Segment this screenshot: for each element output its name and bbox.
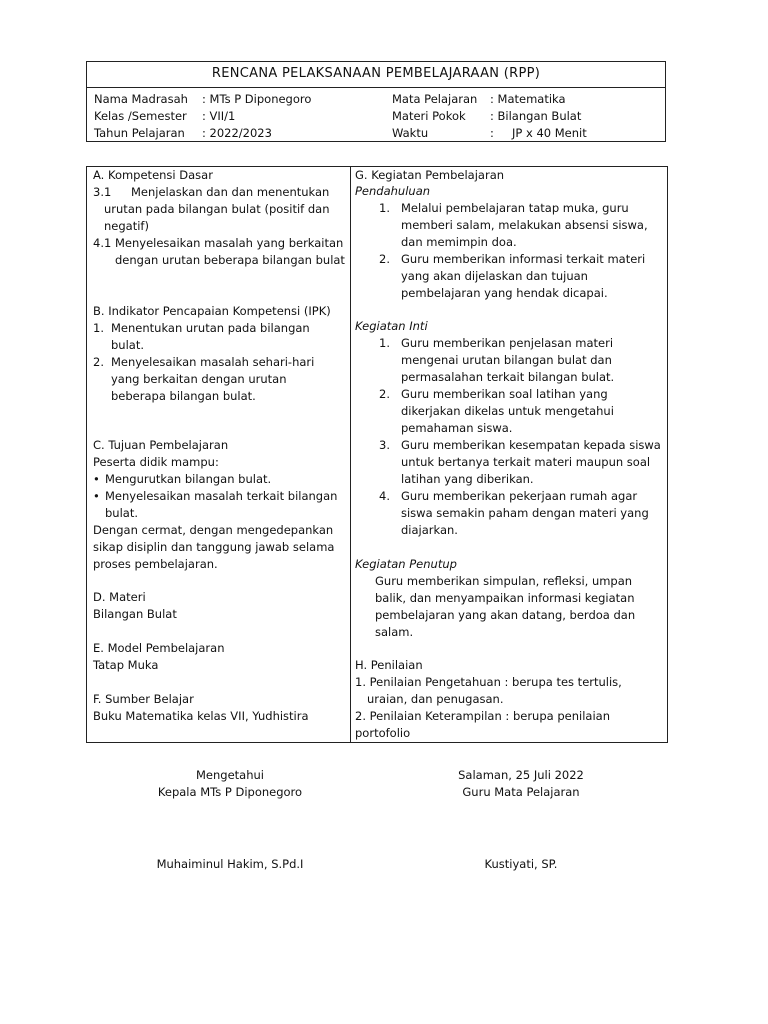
header-box — [86, 61, 666, 142]
sig-left-line1: Mengetahui — [196, 768, 264, 782]
kd-4-1-line2: dengan urutan beberapa bilangan bulat — [115, 253, 345, 267]
section-f-title: F. Sumber Belajar — [93, 692, 194, 706]
ipk-1-line2: bulat. — [111, 338, 144, 352]
column-divider — [350, 167, 351, 742]
section-e-title: E. Model Pembelajaran — [93, 641, 225, 655]
value-waktu-colon: : — [490, 126, 494, 140]
document-title: RENCANA PELAKSANAAN PEMBELAJARAAN (RPP) — [211, 66, 541, 81]
tujuan-intro: Peserta didik mampu: — [93, 455, 219, 469]
kd-3-1-line3: negatif) — [104, 219, 149, 233]
penilaian-2-line2: portofolio — [355, 726, 411, 740]
tujuan-para-line1: Dengan cermat, dengan mengedepankan — [93, 523, 334, 537]
pend-1-line3: dan memimpin doa. — [401, 235, 517, 249]
inti-2-number: 2. — [379, 387, 390, 401]
inti-3-line3: latihan yang diberikan. — [401, 472, 534, 486]
value-materi-pokok: : Bilangan Bulat — [490, 109, 582, 123]
ipk-2-line3: beberapa bilangan bulat. — [111, 389, 256, 403]
kd-3-1-line1: Menjelaskan dan dan menentukan — [131, 185, 330, 199]
sig-right-line2: Guru Mata Pelajaran — [462, 785, 580, 799]
value-kelas-semester: : VII/1 — [202, 109, 236, 123]
ipk-1-number: 1. — [93, 321, 104, 335]
penutup-line2: balik, dan menyampaikan informasi kegiatan — [375, 591, 635, 605]
section-a-title: A. Kompetensi Dasar — [93, 168, 213, 182]
pend-1-line1: Melalui pembelajaran tatap muka, guru — [401, 201, 629, 215]
label-nama-madrasah: Nama Madrasah — [94, 92, 188, 106]
inti-4-line3: diajarkan. — [401, 523, 458, 537]
penutup-line3: pembelajaran yang akan datang, berdoa dan — [375, 608, 636, 622]
pend-1-number: 1. — [379, 201, 390, 215]
section-h-title: H. Penilaian — [355, 658, 423, 672]
inti-1-line2: mengenai urutan bilangan bulat dan — [401, 353, 612, 367]
section-c-title: C. Tujuan Pembelajaran — [93, 438, 229, 452]
penilaian-2-line1: 2. Penilaian Keterampilan : berupa penilaian — [355, 709, 610, 723]
label-waktu: Waktu — [392, 126, 429, 140]
inti-4-line2: siswa semakin paham dengan materi yang — [401, 506, 649, 520]
model-text: Tatap Muka — [93, 658, 159, 672]
inti-2-line3: pemahaman siswa. — [401, 421, 513, 435]
sig-left-name: Muhaiminul Hakim, S.Pd.I — [156, 857, 304, 871]
inti-heading: Kegiatan Inti — [355, 319, 428, 333]
label-materi-pokok: Materi Pokok — [392, 109, 466, 123]
bullet-icon: • — [93, 472, 100, 486]
ipk-2-number: 2. — [93, 355, 104, 369]
section-b-title: B. Indikator Pencapaian Kompetensi (IPK) — [93, 304, 331, 318]
kd-3-1-number: 3.1 — [93, 185, 112, 199]
section-d-title: D. Materi — [93, 590, 146, 604]
header-divider — [87, 87, 665, 88]
bullet-icon: • — [93, 489, 100, 503]
inti-3-line2: untuk bertanya terkait materi maupun soal — [401, 455, 651, 469]
tujuan-bullet-2-line2: bulat. — [105, 506, 138, 520]
value-tahun-pelajaran: : 2022/2023 — [202, 126, 272, 140]
sig-right-line1: Salaman, 25 Juli 2022 — [458, 768, 584, 782]
ipk-1-line1: Menentukan urutan pada bilangan — [111, 321, 310, 335]
tujuan-para-line3: proses pembelajaran. — [93, 557, 218, 571]
inti-1-number: 1. — [379, 336, 390, 350]
tujuan-para-line2: sikap disiplin dan tanggung jawab selama — [93, 540, 335, 554]
content-table — [86, 166, 668, 743]
value-mata-pelajaran: : Matematika — [490, 92, 566, 106]
pend-2-line3: pembelajaran yang hendak dicapai. — [401, 286, 608, 300]
inti-4-line1: Guru memberikan pekerjaan rumah agar — [401, 489, 638, 503]
inti-4-number: 4. — [379, 489, 390, 503]
penilaian-1-line2: uraian, dan penugasan. — [367, 692, 504, 706]
ipk-2-line1: Menyelesaikan masalah sehari-hari — [111, 355, 315, 369]
value-nama-madrasah: : MTs P Diponegoro — [202, 92, 312, 106]
pend-2-line2: yang akan dijelaskan dan tujuan — [401, 269, 588, 283]
label-tahun-pelajaran: Tahun Pelajaran — [94, 126, 185, 140]
inti-1-line1: Guru memberikan penjelasan materi — [401, 336, 614, 350]
penutup-line1: Guru memberikan simpulan, refleksi, umpan — [375, 574, 633, 588]
label-mata-pelajaran: Mata Pelajaran — [392, 92, 478, 106]
tujuan-bullet-1: Mengurutkan bilangan bulat. — [105, 472, 272, 486]
signature-right — [421, 767, 621, 801]
inti-2-line2: dikerjakan dikelas untuk mengetahui — [401, 404, 614, 418]
value-waktu: JP x 40 Menit — [512, 126, 587, 140]
penutup-line4: salam. — [375, 625, 414, 639]
sig-right-name: Kustiyati, SP. — [484, 857, 558, 871]
section-g-title: G. Kegiatan Pembelajaran — [355, 168, 505, 182]
inti-3-line1: Guru memberikan kesempatan kepada siswa — [401, 438, 661, 452]
materi-text: Bilangan Bulat — [93, 607, 177, 621]
inti-3-number: 3. — [379, 438, 390, 452]
inti-1-line3: permasalahan terkait bilangan bulat. — [401, 370, 615, 384]
pendahuluan-heading: Pendahuluan — [355, 184, 431, 198]
kd-4-1-number: 4.1 — [93, 236, 112, 250]
sumber-text: Buku Matematika kelas VII, Yudhistira — [93, 709, 309, 723]
penilaian-1-line1: 1. Penilaian Pengetahuan : berupa tes tertulis, — [355, 675, 622, 689]
inti-2-line1: Guru memberikan soal latihan yang — [401, 387, 608, 401]
ipk-2-line2: yang berkaitan dengan urutan — [111, 372, 287, 386]
pend-2-number: 2. — [379, 252, 390, 266]
penutup-heading: Kegiatan Penutup — [355, 557, 457, 571]
pend-2-line1: Guru memberikan informasi terkait materi — [401, 252, 646, 266]
kd-3-1-line2: urutan pada bilangan bulat (positif dan — [104, 202, 330, 216]
pend-1-line2: memberi salam, melakukan absensi siswa, — [401, 218, 648, 232]
sig-left-line2: Kepala MTs P Diponegoro — [157, 785, 303, 799]
label-kelas-semester: Kelas /Semester — [94, 109, 187, 123]
tujuan-bullet-2-line1: Menyelesaikan masalah terkait bilangan — [105, 489, 338, 503]
kd-4-1-line1: Menyelesaikan masalah yang berkaitan — [115, 236, 344, 250]
signature-left — [130, 767, 330, 801]
